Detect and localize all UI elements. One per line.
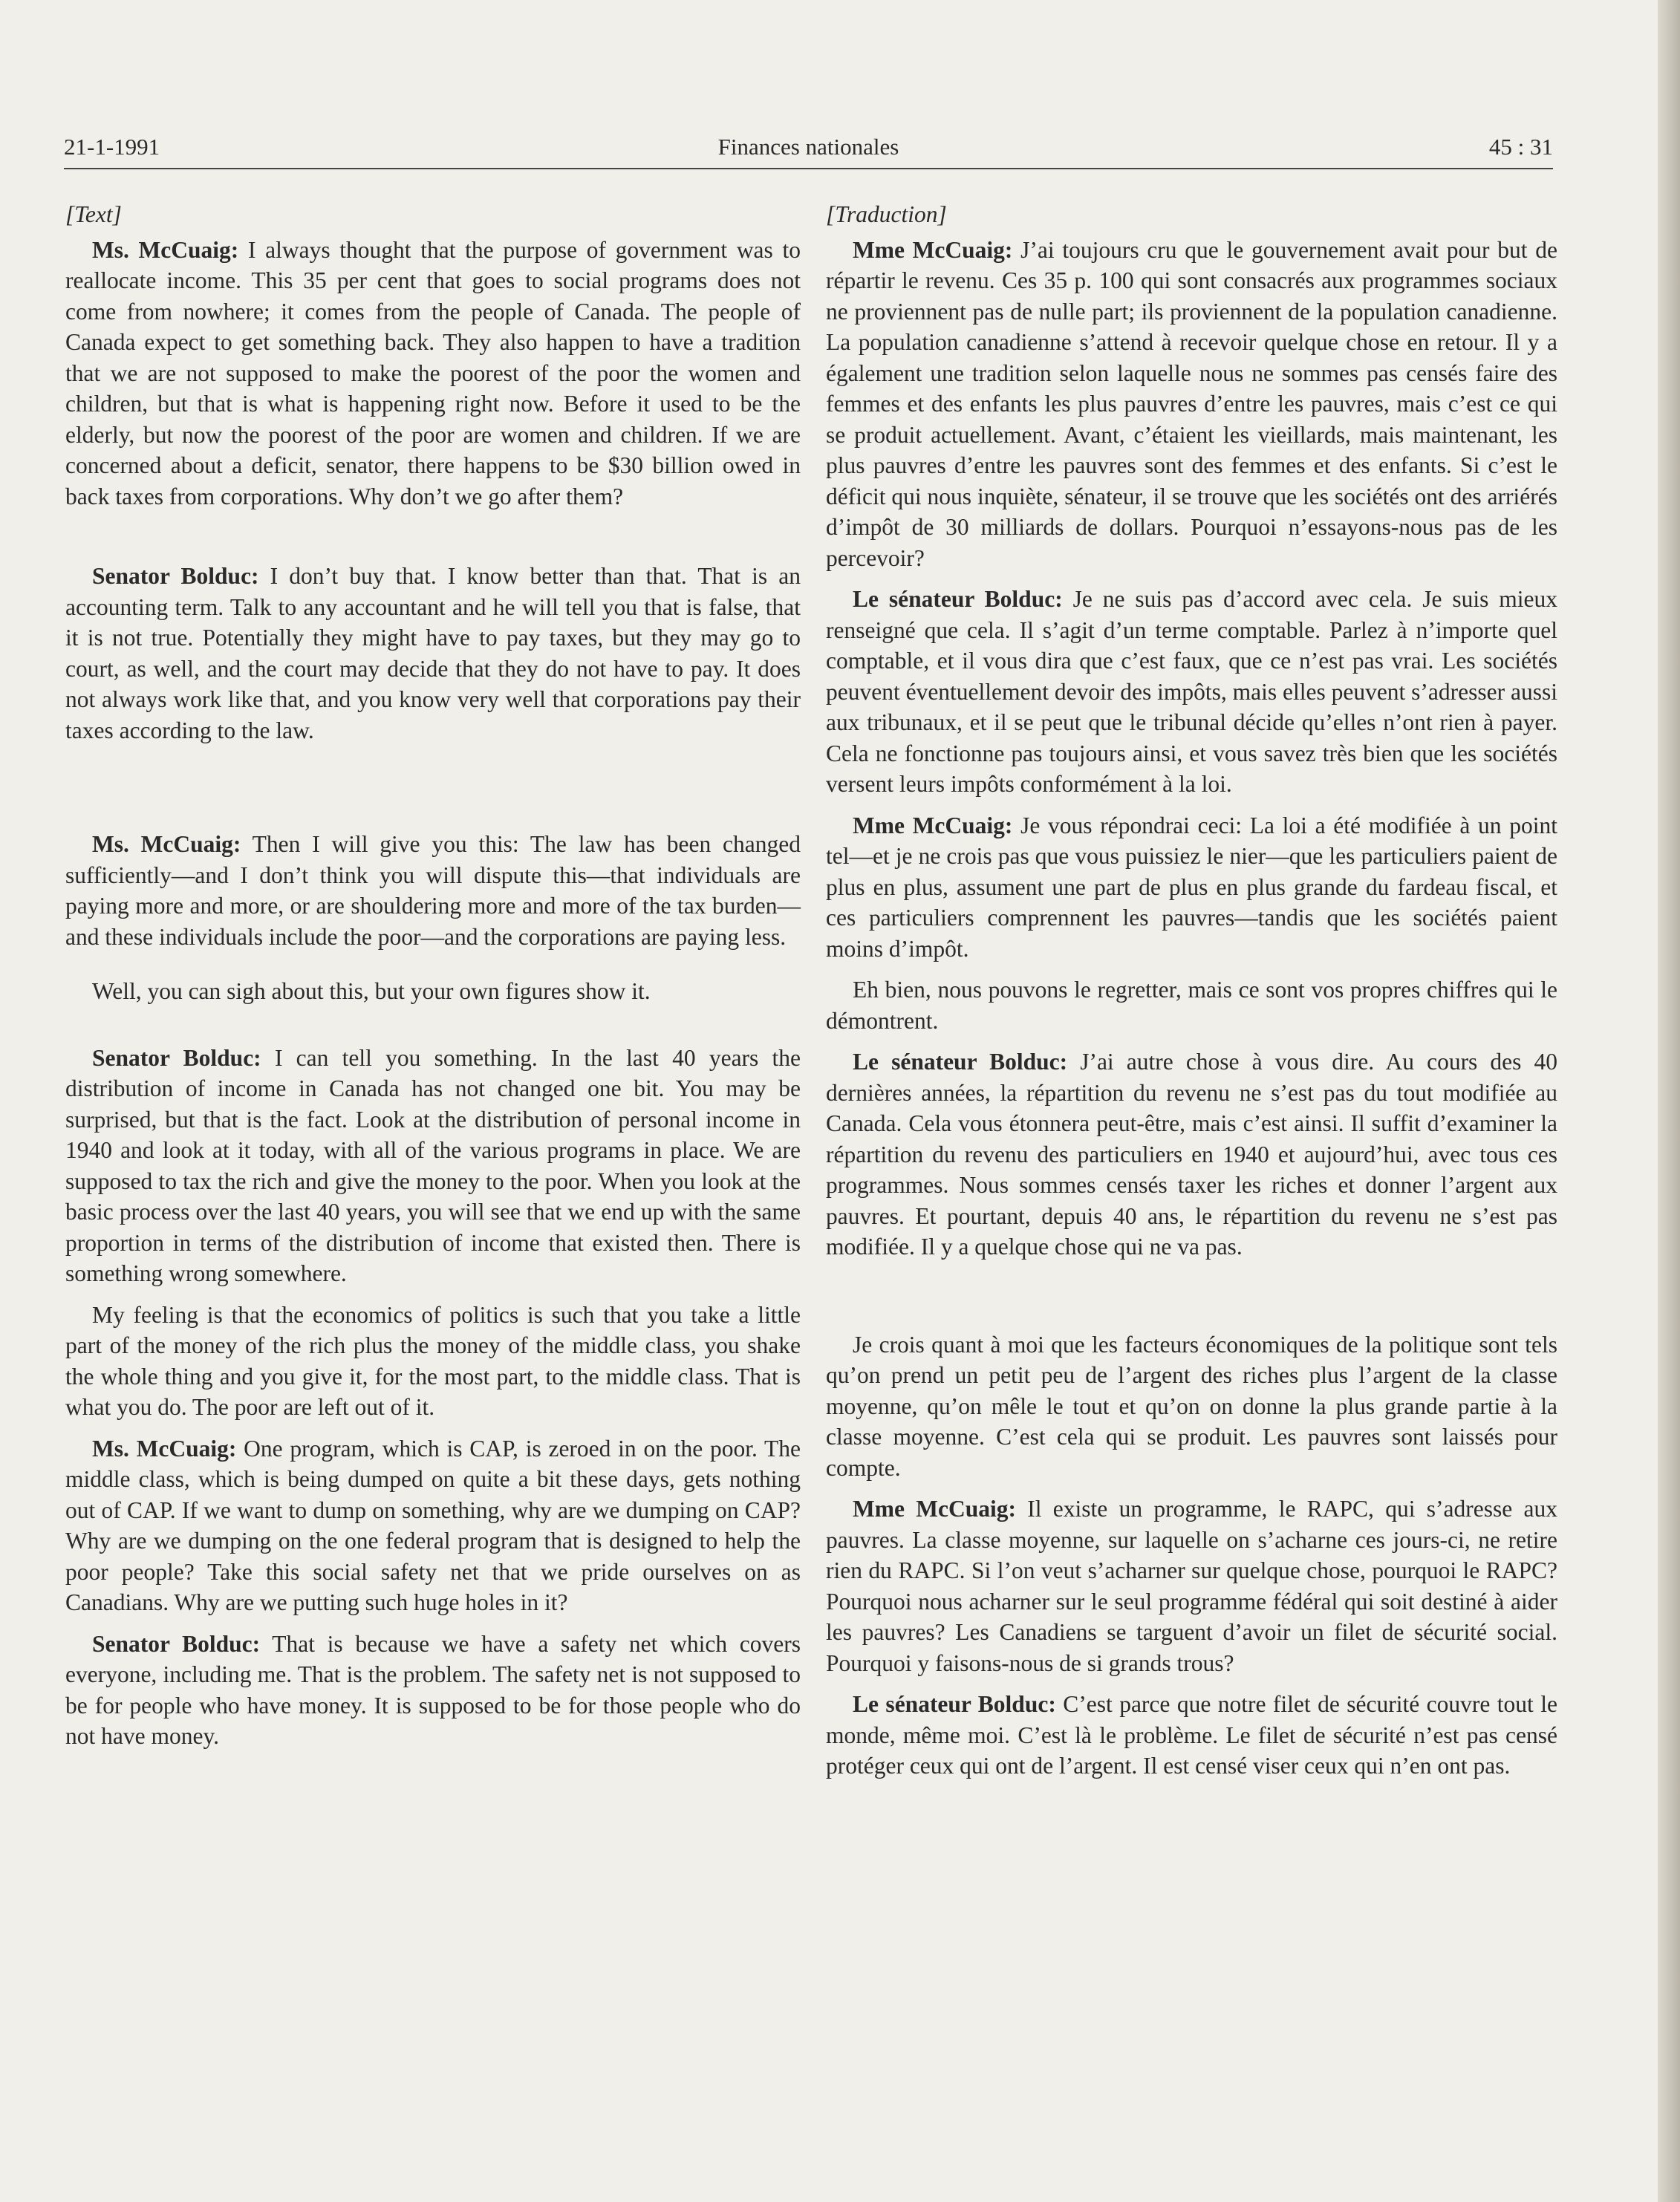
paragraph-text: My feeling is that the economics of politics is such that you take a little part of the money of the rich plus the money of the middle class, you shake the whole thing and you give it, for the most part, to the middle class. That is what you do. The poor are left out of it. xyxy=(65,1301,801,1420)
paragraph-text: Je vous répondrai ceci: La loi a été modifiée à un point tel—et je ne crois pas que vous puissiez le nier—que les particuliers paient de plus en plus, assument une part de plus en plus grande du fardeau fiscal, et ces particuliers comprennent les pauvres—tandis que les sociétés paient moins d’impôt. xyxy=(826,812,1557,962)
french-paragraph-3 xyxy=(826,810,1557,965)
paragraph-text: Eh bien, nous pouvons le regretter, mais ce sont vos propres chiffres qui le démontrent. xyxy=(826,977,1557,1034)
english-paragraph-3 xyxy=(65,829,801,952)
speaker-name: Senator Bolduc: xyxy=(92,1044,261,1071)
paragraph-text: That is because we have a safety net which covers everyone, including me. That is the problem. The safety net is not supposed to be for people who have money. It is supposed to be for those people who do not have money. xyxy=(65,1630,801,1749)
paragraph-text: Then I will give you this: The law has been changed sufficiently—and I don’t think you will dispute this—that individuals are paying more and more, or are shouldering more and more of the tax burden—and these individuals include the poor—and the corporations are paying less. xyxy=(65,831,801,950)
french-paragraph-2 xyxy=(826,584,1557,800)
english-paragraph-1 xyxy=(65,235,801,512)
paragraph-text: Il existe un programme, le RAPC, qui s’adresse aux pauvres. La classe moyenne, sur laquelle on s’acharne ces jours-ci, ne retire rien du RAPC. Si l’on veut s’acharner sur quelque chose, pourquoi le RAPC? Pourquoi nous acharner sur le seul programme fédéral qui soit destiné à aider les pauvres? Les Canadiens se targuent d’avoir un filet de sécurité social. Pourquoi y faisons-nous de si grands trous? xyxy=(826,1496,1557,1676)
french-paragraph-7 xyxy=(826,1493,1557,1678)
paragraph-text: One program, which is CAP, is zeroed in on the poor. The middle class, which is being dumped on quite a bit these days, gets nothing out of CAP. If we want to dump on something, why are we dumping on CAP? Why are we dumping on the one federal program that is designed to help the poor people? Take this social safety net that we pride ourselves on as Canadians. Why are we putting such huge holes in it? xyxy=(65,1435,801,1615)
paragraph-text: I always thought that the purpose of government was to reallocate income. This 35 per cent that goes to social programs does not come from nowhere; it comes from the people of Canada. The people of Canada expect to get something back. They also happen to have a tradition that we are not supposed to make the poorest of the poor the women and children, but that is what is happening right now. Before it used to be the elderly, but now the poorest of the poor are women and children. If we are concerned about a deficit, senator, there happens to be $30 billion owed in back taxes from corporations. Why don’t we go after them? xyxy=(65,236,801,509)
english-paragraph-4 xyxy=(65,976,801,1007)
paragraph-text: Je crois quant à moi que les facteurs économiques de la politique sont tels qu’on prend un petit peu de l’argent des riches plus l’argent de la classe moyenne, qu’on mêle le tout et qu’on on donne la plus grande partie à la classe moyenne. C’est cela qui se produit. Les pauvres sont laissés pour compte. xyxy=(826,1331,1557,1481)
english-paragraph-8 xyxy=(65,1629,801,1752)
french-column xyxy=(826,199,1557,1782)
page-edge xyxy=(1658,0,1680,2202)
header-date: 21-1-1991 xyxy=(64,134,160,160)
french-paragraph-4 xyxy=(826,974,1557,1036)
speaker-name: Ms. McCuaig: xyxy=(92,1435,237,1462)
english-paragraph-2 xyxy=(65,561,801,746)
speaker-name: Mme McCuaig: xyxy=(853,236,1013,263)
speaker-name: Ms. McCuaig: xyxy=(92,831,241,857)
speaker-name: Le sénateur Bolduc: xyxy=(853,1049,1068,1075)
paragraph-text: I don’t buy that. I know better than that. That is an accounting term. Talk to any accountant and he will tell you that is false, that it is not true. Potentially they might have to pay taxes, but they may go to court, as well, and the court may decide that they do not have to pay. It does not always work like that, and you know very well that corporations pay their taxes according to the law. xyxy=(65,563,801,743)
speaker-name: Ms. McCuaig: xyxy=(92,236,239,263)
paragraph-text: J’ai autre chose à vous dire. Au cours des 40 dernières années, la répartition du revenu ne s’est pas du tout modifiée au Canada. Cela vous étonnera peut-être, mais c’est ainsi. Il suffit d’examiner la répartition du revenu des particuliers en 1940 et aujourd’hui, avec tous ces programmes. Nous sommes censés taxer les riches et donner l’argent aux pauvres. Et pourtant, depuis 40 ans, le répartition du revenu ne s’est pas modifiée. Il y a quelque chose qui ne va pas. xyxy=(826,1049,1557,1260)
speaker-name: Senator Bolduc: xyxy=(92,1630,261,1657)
english-paragraph-5 xyxy=(65,1043,801,1289)
running-head xyxy=(64,126,1553,169)
speaker-name: Le sénateur Bolduc: xyxy=(853,1691,1056,1717)
french-paragraph-1 xyxy=(826,235,1557,574)
english-label: [Text] xyxy=(65,201,122,227)
english-column xyxy=(65,199,801,1752)
french-paragraph-6 xyxy=(826,1329,1557,1484)
paragraph-text: J’ai toujours cru que le gouvernement avait pour but de répartir le revenu. Ces 35 p. 100 qui sont consacrés aux programmes sociaux ne proviennent pas de nulle part; ils proviennent de la population canadienne. La population canadienne s’attend à recevoir quelque chose en retour. Il y a également une tradition selon laquelle nous ne sommes pas censés faire des femmes et des enfants les plus pauvres d’entre les pauvres, mais c’est ce qui se produit actuellement. Avant, c’étaient les vieillards, mais maintenant, les plus pauvres d’entre les pauvres sont des femmes et des enfants. Si c’est le déficit qui nous inquiète, sénateur, il se trouve que les sociétés ont des arriérés d’impôt de 30 milliards de dollars. Pourquoi n’essayons-nous pas de les percevoir? xyxy=(826,236,1557,571)
paragraph-text: Well, you can sigh about this, but your own figures show it. xyxy=(92,978,651,1004)
french-paragraph-5 xyxy=(826,1046,1557,1263)
paragraph-text: I can tell you something. In the last 40 years the distribution of income in Canada has not changed one bit. You may be surprised, but that is the fact. Look at the distribution of personal income in 1940 and look at it today, with all of the various programs in place. We are supposed to tax the rich and give the money to the poor. When you look at the basic process over the last 40 years, you will see that we end up with the same proportion in terms of the distribution of income that existed then. There is something wrong somewhere. xyxy=(65,1044,801,1286)
speaker-name: Senator Bolduc: xyxy=(92,563,259,589)
speaker-name: Mme McCuaig: xyxy=(853,812,1013,838)
header-title: Finances nationales xyxy=(717,134,899,160)
speaker-name: Le sénateur Bolduc: xyxy=(853,586,1063,612)
paragraph-text: C’est parce que notre filet de sécurité couvre tout le monde, même moi. C’est là le problème. Le filet de sécurité n’est pas censé protéger ceux qui ont de l’argent. Il est censé viser ceux qui n’en ont pas. xyxy=(826,1691,1557,1779)
header-page-number: 45 : 31 xyxy=(1488,134,1553,160)
french-label: [Traduction] xyxy=(826,201,947,227)
english-paragraph-7 xyxy=(65,1433,801,1618)
speaker-name: Mme McCuaig: xyxy=(853,1496,1016,1522)
french-paragraph-8 xyxy=(826,1689,1557,1782)
english-paragraph-6 xyxy=(65,1300,801,1423)
paragraph-text: Je ne suis pas d’accord avec cela. Je suis mieux renseigné que cela. Il s’agit d’un terme comptable. Parlez à n’importe quel comptable, et il vous dira que c’est faux, que ce n’est pas vrai. Les sociétés peuvent éventuellement devoir des impôts, mais elles peuvent s’adresser aussi aux tribunaux, et il se peut que le tribunal décide qu’elles n’ont rien à payer. Cela ne fonctionne pas toujours ainsi, et vous savez très bien que les sociétés versent leurs impôts conformément à la loi. xyxy=(826,586,1557,797)
